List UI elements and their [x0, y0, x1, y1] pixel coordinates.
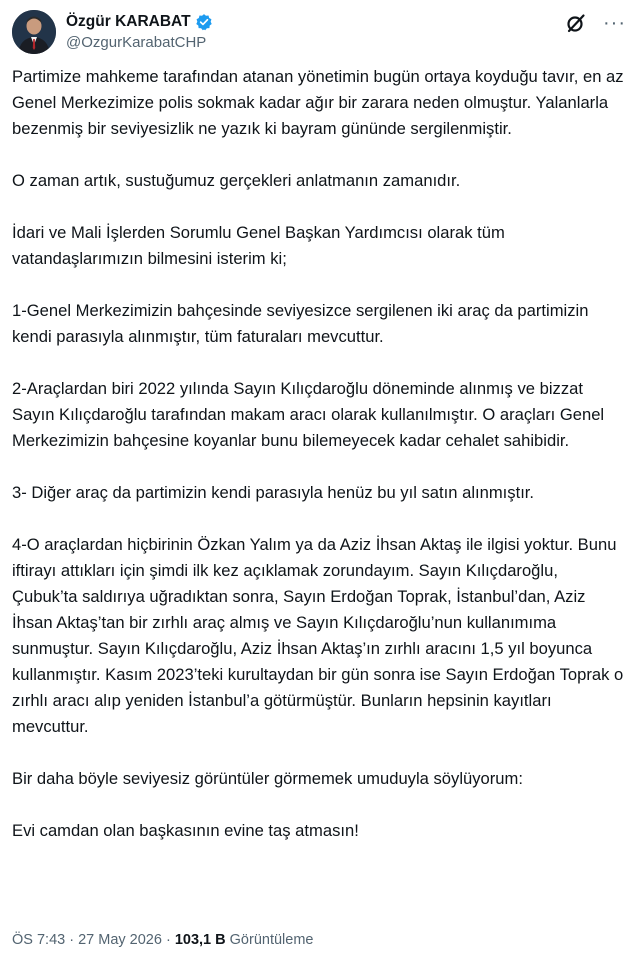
tweet-paragraph: Bir daha böyle seviyesiz görüntüler görmemek umuduyla söylüyorum: — [12, 769, 523, 788]
tweet-paragraph: 3- Diğer araç da partimizin kendi parasıyla henüz bu yıl satın alınmıştır. — [12, 483, 535, 502]
verified-badge-icon — [195, 13, 213, 31]
meta-separator: · — [65, 932, 79, 948]
tweet-meta — [12, 932, 313, 948]
tweet-paragraph: Evi camdan olan başkasının evine taş atmasın! — [12, 821, 359, 840]
author-handle[interactable]: @OzgurKarabatCHP — [66, 34, 207, 51]
tweet-paragraph: 1-Genel Merkezimizin bahçesinde seviyesizce sergilenen iki araç da partimizin kendi parasıyla alınmıştır, tüm faturaları mevcuttur. — [12, 301, 589, 346]
grok-slash-icon[interactable] — [565, 12, 587, 34]
tweet-date[interactable]: 27 May 2026 — [78, 932, 162, 948]
tweet-paragraph: 4-O araçlardan hiçbirinin Özkan Yalım ya da Aziz İhsan Aktaş ile ilgisi yoktur. Bunu iftirayı attıkları için şimdi ilk kez açıklamak zorundayım. Sayın Kılıçdaroğlu, Çubuk’ta saldırıya uğradıktan sonra, Sayın Erdoğan Toprak, İstanbul’dan, Aziz İhsan Aktaş’tan bir zırhlı araç almış ve Sayın Kılıçdaroğlu’nun kullanımıma sunmuştur. Sayın Kılıçdaroğlu, Aziz İhsan Aktaş’ın zırhlı aracını 1,5 yıl boyunca kullanmıştır. Kasım 2023’teki kurultaydan bir gün sonra ise Sayın Erdoğan Toprak o zırhlı aracı alıp yeniden İstanbul’a götürmüştür. Bunların hepsinin kayıtları mevcuttur. — [12, 535, 624, 736]
user-avatar-icon — [12, 10, 56, 54]
meta-separator: · — [161, 932, 175, 948]
tweet-actions-top — [565, 12, 626, 34]
tweet-time[interactable]: ÖS 7:43 — [12, 932, 66, 948]
tweet-header — [12, 10, 628, 56]
author-display-name[interactable]: Özgür KARABAT — [66, 13, 191, 30]
tweet-paragraph: Partimize mahkeme tarafından atanan yönetimin bugün ortaya koyduğu tavır, en az Genel Merkezimize polis sokmak kadar ağır bir zarara neden olmuştur. Yalanlarla bezenmiş bir seviyesizlik ne yazık ki bayram gününde sergilenmiştir. — [12, 67, 624, 138]
author-block — [66, 12, 213, 51]
avatar[interactable] — [12, 10, 56, 54]
more-options-icon[interactable]: ··· — [603, 12, 626, 34]
views-count: 103,1 B — [174, 932, 226, 948]
tweet-paragraph: İdari ve Mali İşlerden Sorumlu Genel Başkan Yardımcısı olarak tüm vatandaşlarımızın bilmesini isterim ki; — [12, 223, 505, 268]
tweet-text — [12, 64, 628, 844]
tweet-paragraph: 2-Araçlardan biri 2022 yılında Sayın Kılıçdaroğlu döneminde alınmış ve bizzat Sayın Kılıçdaroğlu tarafından makam aracı olarak kullanılmıştır. O araçları Genel Merkezimizin bahçesine koyanlar bunu bilemeyecek kadar cehalet sahibidir. — [12, 379, 605, 450]
tweet-paragraph: O zaman artık, sustuğumuz gerçekleri anlatmanın zamanıdır. — [12, 171, 461, 190]
views-label: Görüntüleme — [229, 932, 314, 948]
